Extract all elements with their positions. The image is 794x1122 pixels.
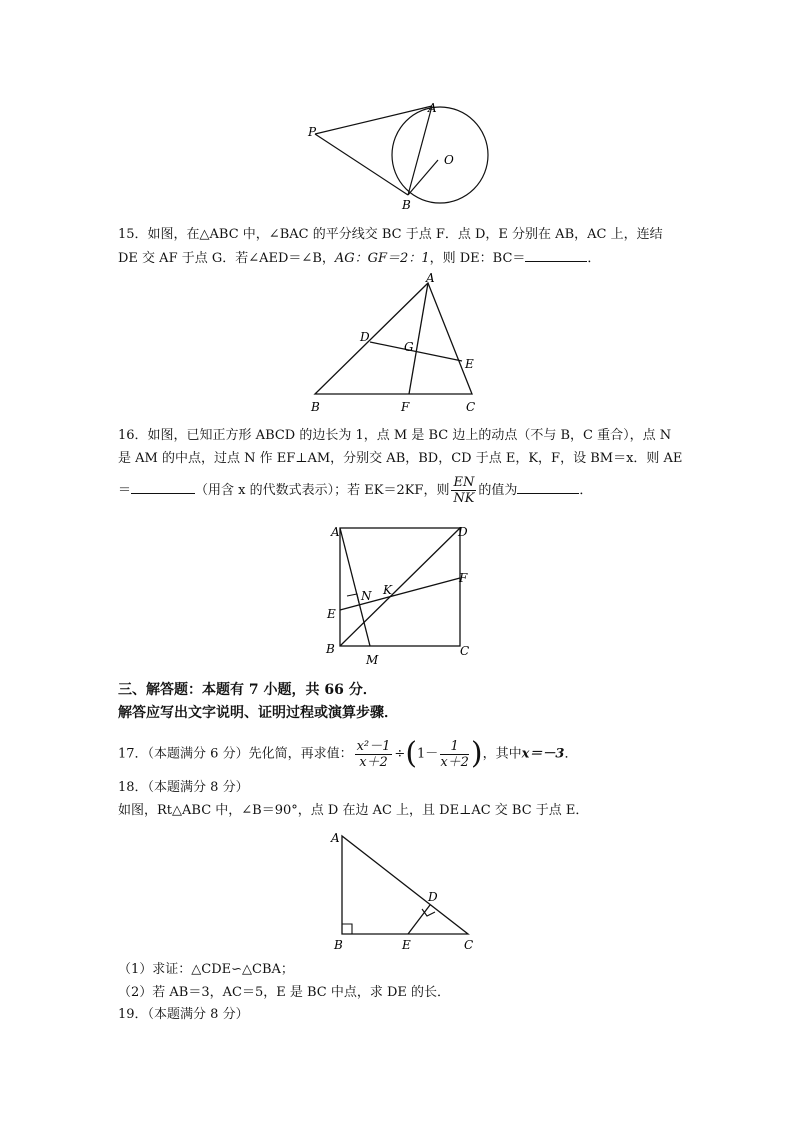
label-f: F xyxy=(401,400,410,414)
q15-line1: 15．如图，在△ABC 中，∠BAC 的平分线交 BC 于点 F．点 D，E 分别在 AB，AC 上，连结 xyxy=(118,227,663,242)
q16-frac-num: EN xyxy=(453,475,475,490)
q16-line1: 16．如图，已知正方形 ABCD 的边长为 1，点 M 是 BC 边上的动点（不与 B，C 重合），点 N xyxy=(118,428,672,443)
label-n: N xyxy=(361,589,372,603)
q15-text2a: DE 交 AF 于点 G．若∠AED＝∠B， xyxy=(118,251,335,266)
q16-text3a: ＝ xyxy=(118,483,132,498)
q17-text1: 17．（本题满分 6 分）先化简，再求值： xyxy=(118,746,353,762)
q17-paren-close: ) xyxy=(470,736,483,771)
label-k: K xyxy=(383,583,392,597)
circle-o xyxy=(392,107,488,203)
q15-ratio: AG：GF＝2：1 xyxy=(334,251,430,266)
q17-frac2-num: 1 xyxy=(440,739,469,755)
label-b: B xyxy=(311,400,320,414)
q16-text3b: （用含 x 的代数式表示）；若 EK＝2KF，则 xyxy=(195,483,450,498)
label-f: F xyxy=(459,571,468,585)
label-e: E xyxy=(465,357,474,371)
q18-text1: 如图，Rt△ABC 中，∠B＝90°，点 D 在边 AC 上，且 DE⊥AC 交 BC 于点 E． xyxy=(118,803,589,818)
right-angle-mark-d xyxy=(422,909,435,916)
label-o: O xyxy=(444,153,454,167)
q17-fraction-2 xyxy=(440,739,469,770)
q17-condition: x＝－3 xyxy=(521,746,565,762)
label-a: A xyxy=(426,272,435,285)
circle-tangent-figure xyxy=(300,98,500,213)
label-p: P xyxy=(308,125,317,139)
triangle-abc xyxy=(315,283,472,394)
section3-subtitle: 解答应写出文字说明、证明过程或演算步骤． xyxy=(118,705,398,721)
segment-ef xyxy=(340,578,460,610)
q17-frac2-den: x＋2 xyxy=(440,754,469,770)
q16-fraction xyxy=(451,475,476,506)
q15-text2b: ，则 DE：BC＝ xyxy=(429,251,526,266)
right-triangle-figure xyxy=(328,826,488,954)
right-angle-mark-n xyxy=(347,594,359,603)
label-b: B xyxy=(326,642,335,656)
q19-header: 19．（本题满分 8 分） xyxy=(118,1007,249,1022)
label-a: A xyxy=(331,525,340,539)
tangent-pa xyxy=(315,106,432,134)
q17-div: ÷ xyxy=(394,746,406,762)
diagonal-bd xyxy=(340,528,460,646)
q18-header: 18．（本题满分 8 分） xyxy=(118,780,249,795)
q15-text2c: ． xyxy=(587,251,601,266)
q16-line2: 是 AM 的中点，过点 N 作 EF⊥AM，分别交 AB，BD，CD 于点 E，K，F，设 BM＝x．则 AE xyxy=(118,451,683,466)
label-e: E xyxy=(327,607,336,621)
q18-part2: （2）若 AB＝3，AC＝5，E 是 BC 中点，求 DE 的长． xyxy=(118,985,451,1000)
q17-one-minus: 1－ xyxy=(417,746,439,762)
q17-frac1-num: x²－1 xyxy=(356,738,391,754)
label-c: C xyxy=(466,400,476,414)
q18-part1: （1）求证：△CDE∽△CBA； xyxy=(118,962,294,977)
segment-de xyxy=(370,342,462,361)
q17-paren-open: ( xyxy=(405,736,418,771)
segment-am xyxy=(340,528,370,646)
label-e: E xyxy=(402,938,411,952)
right-angle-mark-b xyxy=(342,924,352,934)
q16-answer-blank-1[interactable] xyxy=(131,481,195,494)
label-c: C xyxy=(464,938,474,952)
label-d: D xyxy=(360,330,370,344)
q17-text3: ． xyxy=(564,746,578,762)
q17-text2: ，其中 xyxy=(482,746,522,762)
q16-frac-den: NK xyxy=(453,491,475,506)
q16-text3d: ． xyxy=(579,483,593,498)
label-a: A xyxy=(428,101,437,115)
triangle-abc-figure xyxy=(305,272,490,417)
label-g: G xyxy=(404,340,414,354)
segment-de xyxy=(408,905,430,934)
q16-line3 xyxy=(118,474,592,508)
section3-title: 三、解答题：本题有 7 小题，共 66 分． xyxy=(118,682,377,698)
triangle-abc xyxy=(342,836,468,934)
label-b: B xyxy=(402,198,411,212)
label-a: A xyxy=(331,831,340,845)
q17-line xyxy=(118,734,577,775)
square-abcd-figure xyxy=(320,518,480,670)
q16-text3c: 的值为 xyxy=(478,483,518,498)
q17-frac1-den: x＋2 xyxy=(359,754,388,770)
q16-answer-blank-2[interactable] xyxy=(517,481,579,494)
q15-answer-blank[interactable] xyxy=(525,249,587,262)
q17-fraction-1 xyxy=(355,739,393,770)
label-b: B xyxy=(334,938,343,952)
q15-line2 xyxy=(118,249,600,267)
label-d: D xyxy=(458,525,468,539)
label-d: D xyxy=(428,890,438,904)
label-c: C xyxy=(460,644,470,658)
label-m: M xyxy=(366,653,379,667)
